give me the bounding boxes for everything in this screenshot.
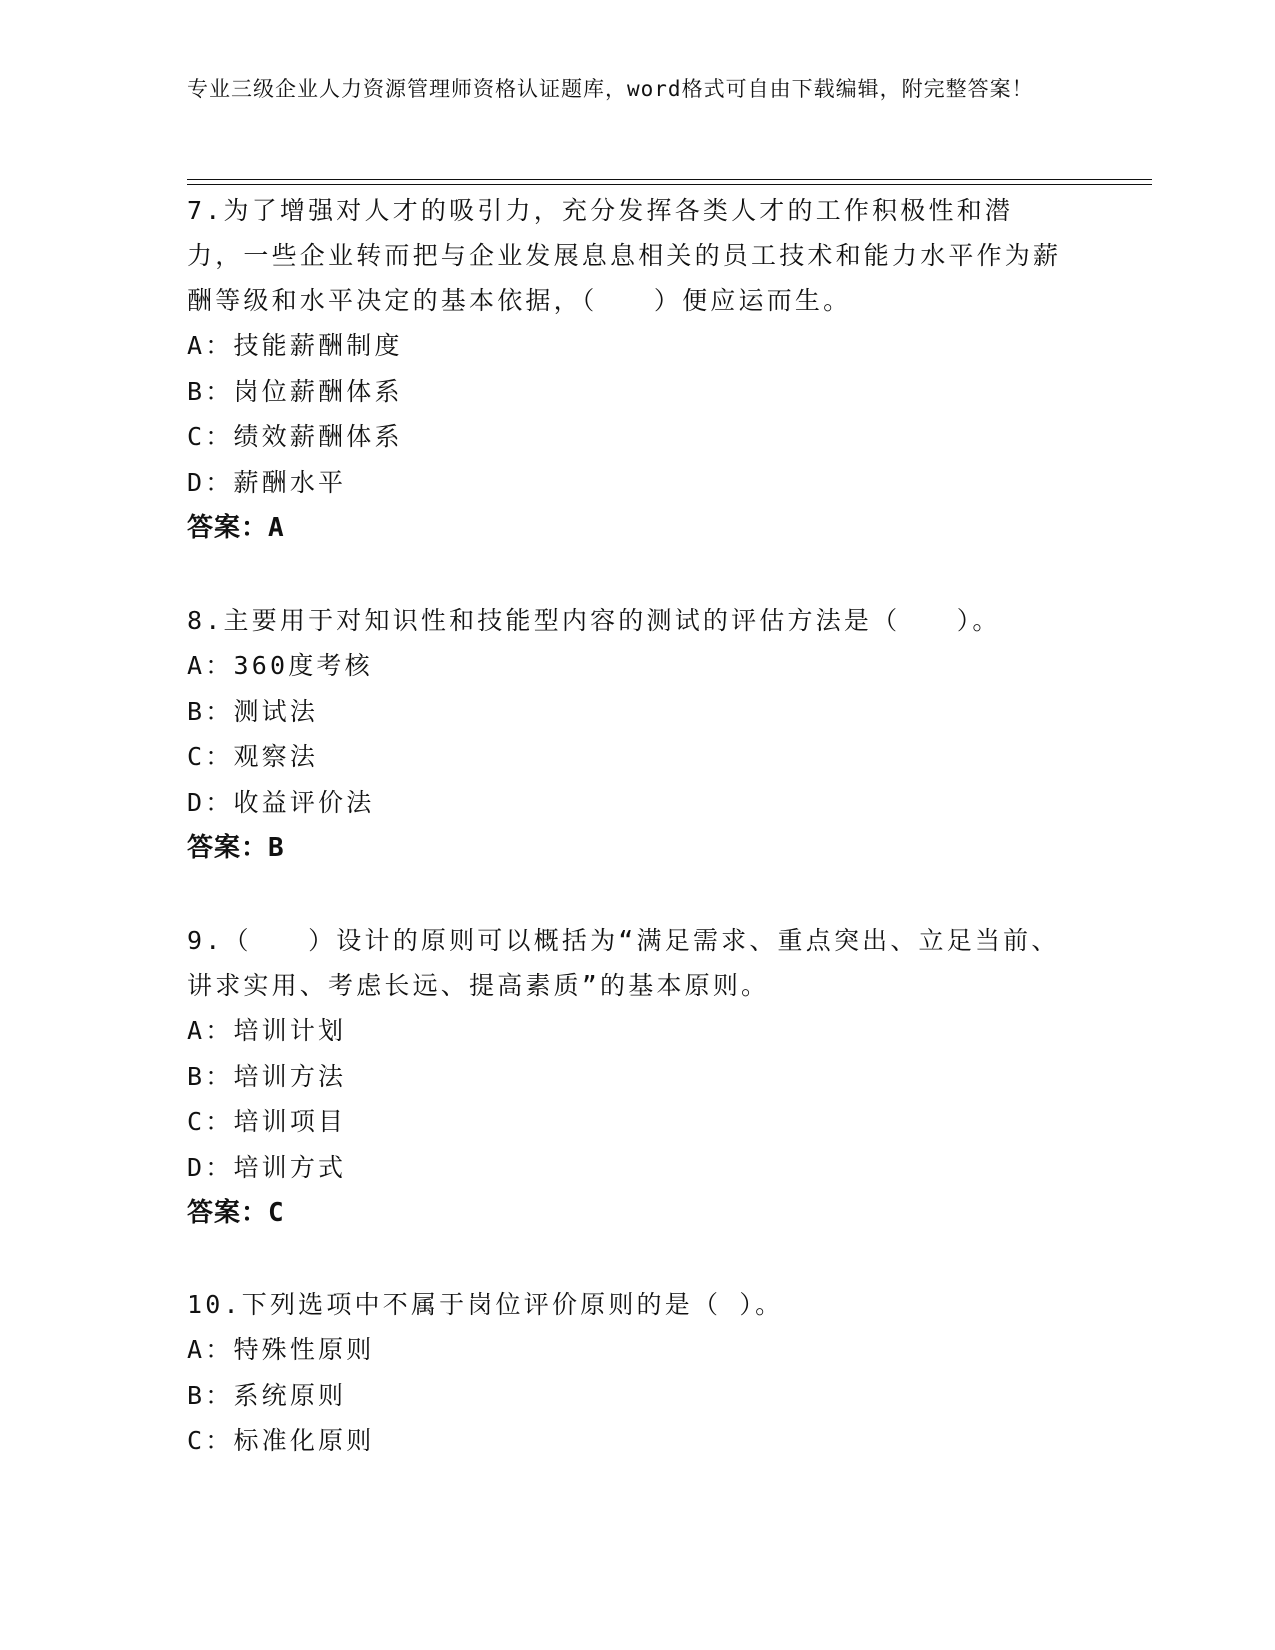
option-b: B：岗位薪酬体系 <box>187 376 403 406</box>
header-divider-top <box>187 179 1152 180</box>
option-d: D：薪酬水平 <box>187 467 347 497</box>
question-10 <box>187 1282 1067 1464</box>
option-d: D：收益评价法 <box>187 787 375 817</box>
header-divider-bottom <box>187 184 1152 185</box>
question-stem: 8.主要用于对知识性和技能型内容的测试的评估方法是（ ）。 <box>187 606 1001 635</box>
question-stem: 10.下列选项中不属于岗位评价原则的是（ ）。 <box>187 1290 784 1319</box>
answer: 答案：C <box>187 1198 285 1228</box>
option-a: A：培训计划 <box>187 1016 347 1045</box>
question-9 <box>187 918 1067 1236</box>
question-8 <box>187 598 1067 871</box>
answer: 答案：A <box>187 513 285 543</box>
question-7 <box>187 188 1067 551</box>
option-b: B：系统原则 <box>187 1380 347 1410</box>
option-d: D：培训方式 <box>187 1152 347 1182</box>
page-header: 专业三级企业人力资源管理师资格认证题库，word格式可自由下载编辑，附完整答案！ <box>187 77 1034 101</box>
option-c: C：绩效薪酬体系 <box>187 422 403 451</box>
option-c: C：标准化原则 <box>187 1426 375 1455</box>
option-a: A：技能薪酬制度 <box>187 331 403 360</box>
option-a: A：360度考核 <box>187 651 373 680</box>
option-b: B：测试法 <box>187 696 319 726</box>
answer: 答案：B <box>187 833 285 863</box>
option-c: C：观察法 <box>187 742 319 771</box>
option-b: B：培训方法 <box>187 1061 347 1091</box>
option-c: C：培训项目 <box>187 1107 347 1136</box>
question-stem: 7.为了增强对人才的吸引力，充分发挥各类人才的工作积极性和潜力，一些企业转而把与企业发展息息相关的员工技术和能力水平作为薪酬等级和水平决定的基本依据，（ ）便应运而生。 <box>187 196 1062 315</box>
question-stem: 9.（ ）设计的原则可以概括为“满足需求、重点突出、立足当前、讲求实用、考虑长远、提高素质”的基本原则。 <box>187 926 1060 1000</box>
option-a: A：特殊性原则 <box>187 1335 375 1364</box>
